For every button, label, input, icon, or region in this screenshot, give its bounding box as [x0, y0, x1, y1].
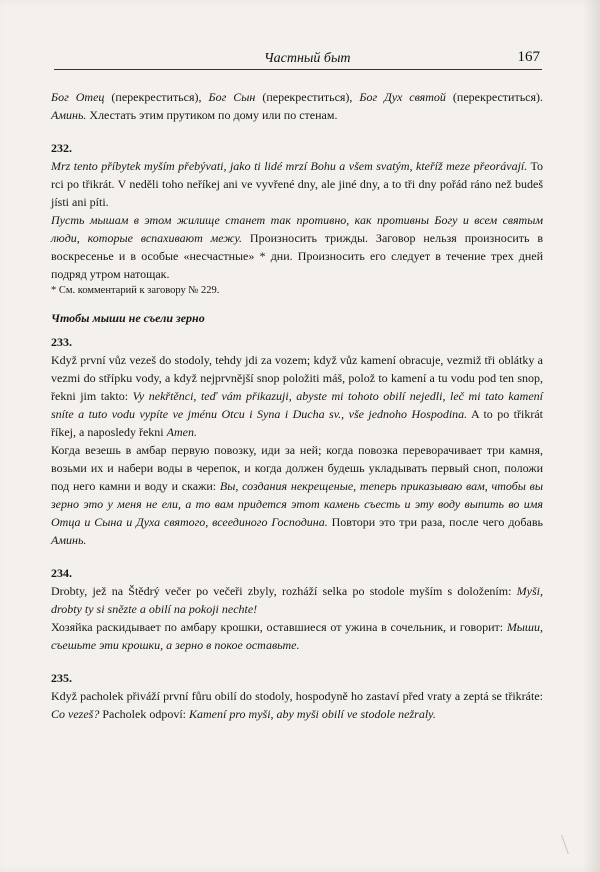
- paragraph-1: [51, 88, 543, 124]
- entry-number-233: 233.: [51, 335, 72, 349]
- entry-number-235: 235.: [51, 671, 72, 685]
- text-segment: Произносить трижды. Заговор нельзя произносить в воскресенье и в особые «несчастные» * дни. Произносить его следует в течение трех дней подряд утром натощак.: [51, 231, 543, 281]
- page-number: 167: [517, 49, 540, 65]
- text-segment: Pacholek odpoví:: [99, 707, 189, 721]
- text-segment: Amen.: [166, 425, 197, 439]
- text-segment: Бог Сын: [208, 90, 256, 104]
- page-header: [54, 45, 542, 70]
- text-segment: Co vezeš?: [51, 707, 100, 721]
- entry-number-232: 232.: [51, 141, 72, 155]
- text-segment: To rci po třikrát. V neděli toho neříkej ani ve vyvřené dny, ale jiné dny, a to tři dny pořád ráno než budeš jísti ani píti.: [51, 159, 543, 209]
- text-segment: Повтори это три раза, после чего добавь: [327, 515, 543, 529]
- paragraph-234-czech: [51, 582, 543, 618]
- text-segment: Бог Отец: [51, 90, 105, 104]
- text-segment: Аминь.: [51, 108, 87, 122]
- text-segment: Пусть мышам в этом жилище станет так противно, как противны Богу и всем святым люди, которые вспахивают межу.: [51, 213, 543, 245]
- footnote: * См. комментарий к заговору № 229.: [51, 285, 220, 296]
- entry-number-234: 234.: [51, 566, 72, 580]
- text-segment: Аминь.: [51, 533, 87, 547]
- paragraph-232-russian: [51, 211, 543, 283]
- text-segment: Drobty, jež na Štědrý večer po večeři zbyly, rozháží selka po stodole myším s doložením:: [51, 584, 517, 598]
- paragraph-233-czech: [51, 351, 543, 441]
- text-segment: Вы, создания некрещеные, теперь приказываю вам, чтобы вы зерно это у меня не ели, а то вам придется этот камень съесть и эту воду выпить во имя Отца и Сына и Духа святого, всеединого Господина.: [51, 479, 544, 529]
- text-segment: Mrz tento příbytek myším přebývati, jako ti lidé mrzí Bohu a všem svatým, kteříž meze přeorávají.: [51, 159, 528, 173]
- paragraph-235-czech: [51, 687, 543, 723]
- text-segment: Мыши, съешьте эти крошки, а зерно в покое оставьте.: [51, 620, 543, 652]
- text-segment: Kamení pro myši, aby myši obilí ve stodole nežraly.: [188, 707, 436, 721]
- running-head: Частный быт: [264, 51, 351, 66]
- text-segment: Бог Дух святой: [359, 90, 446, 104]
- text-segment: Хозяйка раскидывает по амбару крошки, оставшиеся от ужина в сочельник, и говорит:: [51, 620, 507, 634]
- paragraph-232-czech: [51, 157, 543, 211]
- text-segment: A to po třikrát říkej, a naposledy řekni: [51, 407, 544, 439]
- page-content: [51, 88, 543, 723]
- text-segment: Когда везешь в амбар первую повозку, иди за ней; когда повозка переворачивает три камня, возьми их и набери воды в черепок, и когда должен будешь укладывать первый сноп, положи под него камни и воду и скажи:: [51, 443, 543, 493]
- paragraph-234-russian: [51, 618, 543, 654]
- text-segment: Když pacholek přiváží první fůru obilí do stodoly, hospodyně ho zastaví před vraty a zeptá se třikráte:: [51, 689, 543, 703]
- text-segment: (перекреститься).: [445, 90, 544, 104]
- scan-mark: [561, 830, 582, 854]
- section-heading: Чтобы мыши не съели зерно: [51, 311, 205, 325]
- text-segment: (перекреститься),: [104, 90, 209, 104]
- paragraph-233-russian: [51, 441, 543, 549]
- page-edge-shadow: [582, 0, 600, 872]
- text-segment: Хлестать этим прутиком по дому или по стенам.: [86, 108, 338, 122]
- text-segment: Když první vůz vezeš do stodoly, tehdy jdi za vozem; když vůz kamení obracuje, vezmiž tři oblátky a vezmi do střípku vody, a když nejprvnější snop položiti máš, polož to kamení a tu vodu pod ten snop, řekni jim takto:: [51, 353, 543, 403]
- text-segment: (перекреститься),: [255, 90, 360, 104]
- text-segment: Myši, drobty ty si snězte a obilí na pokoji nechte!: [51, 584, 543, 616]
- text-segment: Vy nekřtěnci, teď vám přikazuji, abyste mi tohoto obilí nejedli, leč mi tato kamení sníte a tuto vodu vypíte ve jménu Otcu i Syna i Ducha sv., vše jednoho Hospodina.: [51, 389, 543, 421]
